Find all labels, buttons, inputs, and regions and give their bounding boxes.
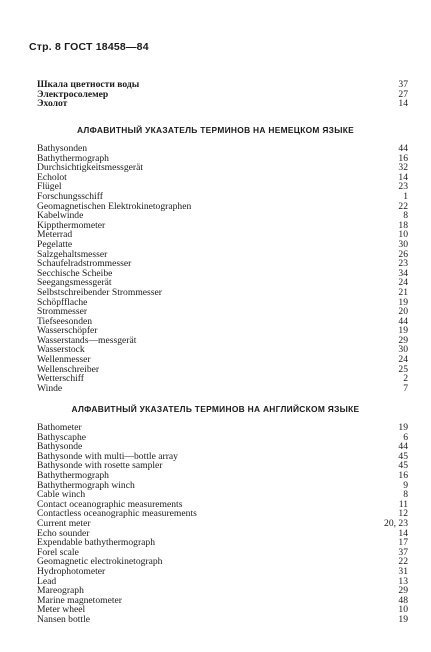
index-term: Schaufelradstrommesser <box>37 258 132 270</box>
index-page-number: 37 <box>398 79 408 90</box>
index-page-number: 21 <box>398 286 408 298</box>
index-entry <box>37 99 408 109</box>
index-page-number: 10 <box>398 604 408 616</box>
index-page-number: 11 <box>398 498 408 510</box>
index-term: Wasserstands—messgerät <box>37 334 137 346</box>
index-page-number: 27 <box>398 88 408 100</box>
index-term: Wellenschreiber <box>37 363 100 375</box>
index-term: Winde <box>37 382 63 394</box>
index-page-number: 26 <box>398 248 408 260</box>
index-term: Wasserschöpfer <box>37 325 98 337</box>
index-page-number: 23 <box>398 258 408 270</box>
index-entry <box>37 221 408 231</box>
index-term: Current meter <box>37 517 91 529</box>
index-page-number: 25 <box>398 363 408 375</box>
index-entry <box>37 163 408 173</box>
index-entry <box>37 365 408 375</box>
index-entry <box>37 288 408 298</box>
index-entry <box>37 567 408 577</box>
index-term: Bathysonde <box>37 441 83 453</box>
index-term: Meterrad <box>37 229 73 241</box>
index-entry <box>37 336 408 346</box>
index-entry <box>37 577 408 587</box>
index-page-number: 22 <box>398 200 408 212</box>
index-entry <box>37 298 408 308</box>
index-term: Kabelwinde <box>37 210 84 222</box>
index-term: Nansen bottle <box>37 613 91 625</box>
index-term: Электросолемер <box>37 88 109 100</box>
index-page-number: 18 <box>398 219 408 231</box>
index-page-number: 24 <box>398 277 408 289</box>
index-page-number: 12 <box>398 508 408 520</box>
index-page-number: 8 <box>403 210 408 222</box>
index-entry <box>37 509 408 519</box>
index-page-number: 8 <box>403 489 408 501</box>
index-term: Geomagnetischen Elektrokinetographen <box>37 200 192 212</box>
index-term: Lead <box>37 575 57 587</box>
index-term: Contactless oceanographic measurements <box>37 508 197 520</box>
index-entry <box>37 173 408 183</box>
index-term: Hydrophotometer <box>37 565 106 577</box>
index-page-number: 29 <box>398 334 408 346</box>
index-entry <box>37 202 408 212</box>
index-term: Wetterschiff <box>37 373 84 385</box>
index-page-number: 29 <box>398 585 408 597</box>
index-term: Seegangsmessgerät <box>37 277 112 289</box>
index-page-number: 17 <box>398 537 408 549</box>
index-page-number: 1 <box>403 190 408 202</box>
index-term: Kippthermometer <box>37 219 106 231</box>
index-page-number: 32 <box>398 162 408 174</box>
index-term: Bathythermograph winch <box>37 479 135 491</box>
index-term: Pegelatte <box>37 238 73 250</box>
page-header: Стр. 8 ГОСТ 18458—84 <box>29 41 149 53</box>
index-page-number: 10 <box>398 229 408 241</box>
index-page-number: 22 <box>398 556 408 568</box>
index-entry <box>37 307 408 317</box>
index-term: Шкала цветности воды <box>37 79 140 90</box>
index-term: Forel scale <box>37 546 79 558</box>
index-page-number: 45 <box>398 460 408 472</box>
index-term: Geomagnetic electrokinetograph <box>37 556 163 568</box>
index-page-number: 45 <box>398 450 408 462</box>
index-term: Bathysonde with multi—bottle array <box>37 450 178 462</box>
index-entry <box>37 374 408 384</box>
index-page-number: 14 <box>398 98 408 110</box>
index-page-number: 6 <box>403 431 408 443</box>
index-term: Bathyscaphe <box>37 431 87 443</box>
index-entry <box>37 230 408 240</box>
index-term: Secchische Scheibe <box>37 267 113 279</box>
index-term: Expendable bathythermograph <box>37 537 156 549</box>
index-term: Echolot <box>37 171 67 183</box>
index-page-number: 24 <box>398 354 408 366</box>
english-terms-list <box>37 423 408 624</box>
index-page-number: 19 <box>398 613 408 625</box>
index-page-number: 30 <box>398 344 408 356</box>
index-page-number: 2 <box>403 373 408 385</box>
index-term: Flügel <box>37 181 62 193</box>
index-term: Bathometer <box>37 422 82 433</box>
index-term: Selbstschreibender Strommesser <box>37 286 162 298</box>
index-page-number: 44 <box>398 143 408 154</box>
index-entry <box>37 433 408 443</box>
index-term: Wellenmesser <box>37 354 91 366</box>
index-page-number: 48 <box>398 594 408 606</box>
index-page-number: 20 <box>398 306 408 318</box>
german-index-heading: АЛФАВИТНЫЙ УКАЗАТЕЛЬ ТЕРМИНОВ НА НЕМЕЦКОМ ЯЗЫКЕ <box>76 125 354 135</box>
index-page-number: 44 <box>398 315 408 327</box>
english-index-heading: АЛФАВИТНЫЙ УКАЗАТЕЛЬ ТЕРМИНОВ НА АНГЛИЙСКОМ ЯЗЫКЕ <box>71 404 360 414</box>
german-terms-list <box>37 144 408 393</box>
index-term: Tiefseesonden <box>37 315 93 327</box>
index-page-number: 31 <box>398 565 408 577</box>
index-page-number: 14 <box>398 171 408 183</box>
index-page-number: 44 <box>398 441 408 453</box>
index-entry <box>37 519 408 529</box>
index-page-number: 7 <box>403 382 408 394</box>
index-page-number: 16 <box>398 152 408 164</box>
index-entry <box>37 615 408 625</box>
index-term: Durchsichtigkeitsmessgerät <box>37 162 144 174</box>
index-term: Schöpfflache <box>37 296 88 308</box>
index-page-number: 9 <box>403 479 408 491</box>
index-entry <box>37 384 408 394</box>
index-page-number: 14 <box>398 527 408 539</box>
index-page-number: 34 <box>398 267 408 279</box>
index-page-number: 19 <box>398 325 408 337</box>
index-entry <box>37 90 408 100</box>
index-page-number: 30 <box>398 238 408 250</box>
index-entry <box>37 538 408 548</box>
index-term: Bathythermograph <box>37 152 109 164</box>
index-term: Contact oceanographic measurements <box>37 498 183 510</box>
index-term: Marine magnetometer <box>37 594 122 606</box>
index-term: Bathysonden <box>37 143 88 154</box>
index-term: Strommesser <box>37 306 88 318</box>
index-entry <box>37 345 408 355</box>
index-term: Salzgehaltsmesser <box>37 248 108 260</box>
index-page-number: 20, 23 <box>384 517 408 529</box>
index-page-number: 19 <box>398 296 408 308</box>
index-page-number: 19 <box>398 422 408 433</box>
index-entry <box>37 423 408 433</box>
index-entry <box>37 596 408 606</box>
index-entry <box>37 481 408 491</box>
index-term: Bathysonde with rosette sampler <box>37 460 163 472</box>
index-term: Cable winch <box>37 489 86 501</box>
index-page-number: 13 <box>398 575 408 587</box>
index-page-number: 16 <box>398 469 408 481</box>
russian-terms-list <box>37 80 408 109</box>
index-entry <box>37 605 408 615</box>
index-term: Meter wheel <box>37 604 86 616</box>
index-page-number: 37 <box>398 546 408 558</box>
index-term: Wasserstock <box>37 344 85 356</box>
index-term: Echo sounder <box>37 527 90 539</box>
index-term: Forschungsschiff <box>37 190 103 202</box>
index-term: Mareograph <box>37 585 84 597</box>
index-page-number: 23 <box>398 181 408 193</box>
index-term: Bathythermograph <box>37 469 109 481</box>
index-term: Эхолот <box>37 98 68 110</box>
